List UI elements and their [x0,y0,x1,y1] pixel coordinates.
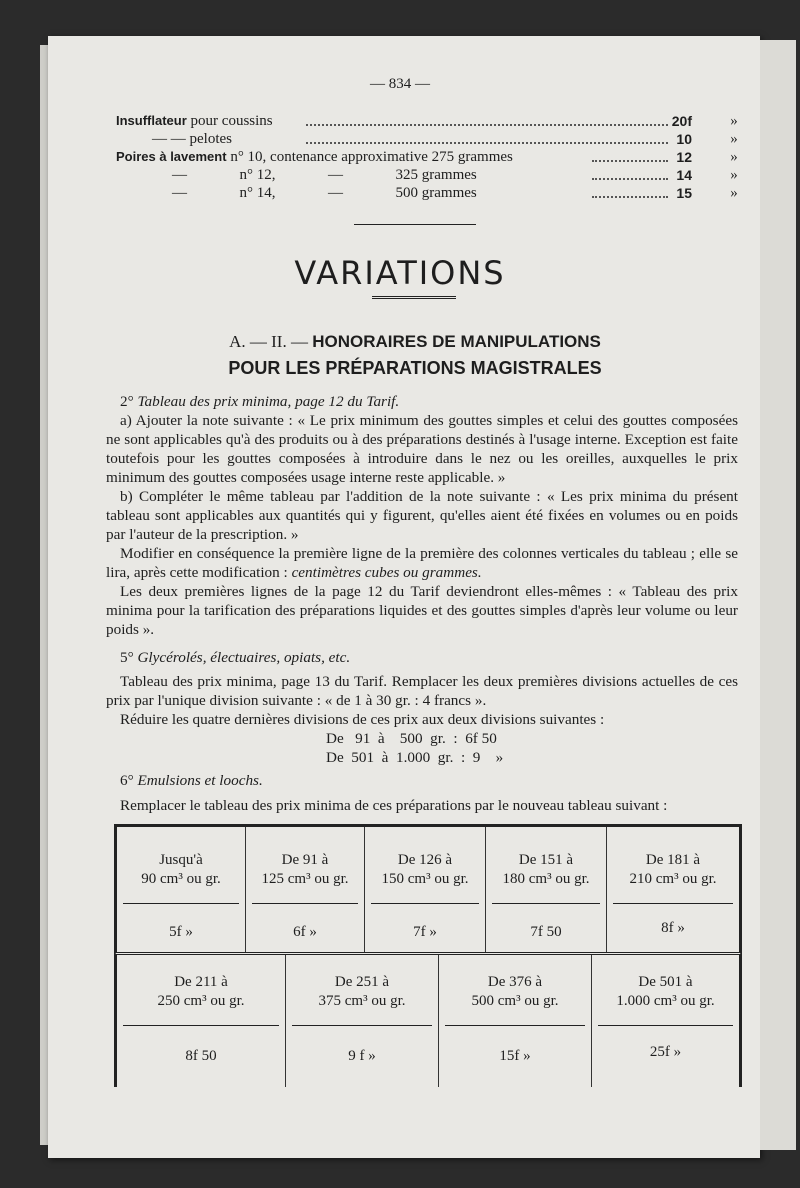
page-number: — 834 — [370,76,430,92]
title-underline [372,296,456,299]
price-value: 15 [676,185,692,201]
subsection-title: Emulsions et loochs. [137,772,263,789]
subsection-number: 5° [120,649,134,666]
cell-range-to: 375 cm³ ou gr. [318,993,406,1009]
cell-price: 8f 50 [185,1048,217,1064]
price-label: — n° 12, — 325 grammes [172,167,477,183]
price-label: pour coussins [186,113,273,129]
price-unit: » [730,113,738,129]
price-row [116,130,744,148]
price-row [116,184,744,202]
cell-range-from: De 211 à [174,974,228,990]
cell-range-to: 125 cm³ ou gr. [261,871,349,887]
cell-range-from: Jusqu'à [159,852,203,868]
price-value: 10 [676,131,692,147]
cell-price: 8f » [661,920,685,936]
price-list [116,112,744,202]
cell-price: 6f » [293,924,317,940]
subsection-5-heading [106,648,738,667]
table-cell [286,955,439,1087]
cell-price: 9 f » [348,1048,376,1064]
table-cell [365,827,486,953]
cell-range-to: 1.000 cm³ ou gr. [616,993,715,1009]
price-row [116,112,744,130]
paragraph-b: b) Compléter le même tableau par l'addition de la note suivante : « Les prix minima du présent tableau sont applicables aux quantités qui y figurent, qu'elles aient été fixées en volumes ou en poids par l'auteur de la prescription. » [106,488,738,543]
price-label: — n° 14, — 500 grammes [172,185,477,201]
cell-range-from: De 251 à [334,974,390,990]
cell-range-to: 90 cm³ ou gr. [141,871,221,887]
cell-range-to: 150 cm³ ou gr. [381,871,469,887]
price-label-bold: Poires à lavement [116,149,227,164]
modifier-italic: centimètres cubes ou grammes. [291,564,482,581]
cell-range-to: 500 cm³ ou gr. [471,993,559,1009]
cell-range-from: De 181 à [645,852,701,868]
modifier-text: Modifier en conséquence la première ligne de la première des colonnes verticales du tableau ; elle se lira, après cette modification : [106,545,738,581]
section-divider [354,224,476,225]
table-cell [117,827,246,953]
cell-range-from: De 151 à [518,852,574,868]
price-label: n° 10, contenance approximative 275 grammes [226,149,513,165]
paragraph-deux: Les deux premières lignes de la page 12 du Tarif deviendront elles-mêmes : « Tableau des prix minima pour la tarification des préparations liquides et des gouttes simples d'après leur volume ou leur poids ». [106,583,738,638]
cell-range-from: De 501 à [638,974,693,990]
body-text [106,392,738,815]
cell-price: 25f » [649,1044,682,1060]
subsection-title: Tableau des prix minima, page 12 du Tarif. [137,393,400,410]
table-cell [607,827,739,953]
subsection-6-heading [106,771,738,790]
cell-range-from: De 91 à [281,852,329,868]
subsection-2-heading [106,392,738,411]
cell-price: 7f 50 [530,924,562,940]
price-unit: » [730,185,738,201]
price-value: 12 [676,149,692,165]
table-cell [246,827,365,953]
paragraph-modifier [106,544,738,582]
page-edge-right [760,40,796,1150]
price-label-bold: Insufflateur [116,113,187,128]
price-row [116,166,744,184]
price-value: 20f [671,113,692,129]
price-row [116,148,744,166]
price-grid-row-1 [114,824,742,953]
cell-price: 7f » [413,924,437,940]
section-title-1: HONORAIRES DE MANIPULATIONS [312,332,601,351]
subsection-number: 6° [120,772,134,789]
subsection-number: 2° [120,393,134,410]
price-label: — — pelotes [152,131,232,147]
paragraph-6: Remplacer le tableau des prix minima de ces préparations par le nouveau tableau suivant : [120,797,668,814]
price-unit: » [730,167,738,183]
cell-price: 5f » [169,924,193,940]
cell-range-to: 180 cm³ ou gr. [502,871,590,887]
divisions-list [106,729,738,767]
section-prefix: A. — II. — [229,332,313,351]
cell-range-to: 250 cm³ ou gr. [157,993,245,1009]
division-line: De 501 à 1.000 gr. : 9 » [326,749,504,766]
price-unit: » [730,131,738,147]
table-cell [486,827,607,953]
subsection-title: Glycérolés, électuaires, opiats, etc. [137,649,351,666]
cell-range-from: De 376 à [487,974,543,990]
paragraph-a: a) Ajouter la note suivante : « Le prix minimum des gouttes simples et celui des gouttes composées ne sont applicables qu'à des produits ou à des préparations destinés à l'usage interne. Exception est faite toutefois pour les gouttes composées à introduire dans le nez ou les oreilles, auxquelles le prix minimum des gouttes composées usage interne reste applicable. » [106,412,738,486]
cell-range-to: 210 cm³ ou gr. [629,871,717,887]
cell-price: 15f » [499,1048,531,1064]
section-heading [0,332,800,352]
price-unit: » [730,149,738,165]
table-cell [117,955,286,1087]
division-line: De 91 à 500 gr. : 6f 50 [326,730,497,747]
table-cell [439,955,592,1087]
page-title: VARIATIONS [294,254,506,292]
paragraph-5: Tableau des prix minima, page 13 du Tarif. Remplacer les deux premières divisions actuelles de ces prix par l'unique division suivante : « de 1 à 30 gr. : 4 francs ». [106,673,738,709]
price-grid-row-2 [114,952,742,1087]
price-value: 14 [676,167,692,183]
cell-range-from: De 126 à [397,852,453,868]
section-subheading: POUR LES PRÉPARATIONS MAGISTRALES [228,358,602,378]
table-cell [592,955,739,1087]
paragraph-reduire: Réduire les quatre dernières divisions de ces prix aux deux divisions suivantes : [120,711,605,728]
